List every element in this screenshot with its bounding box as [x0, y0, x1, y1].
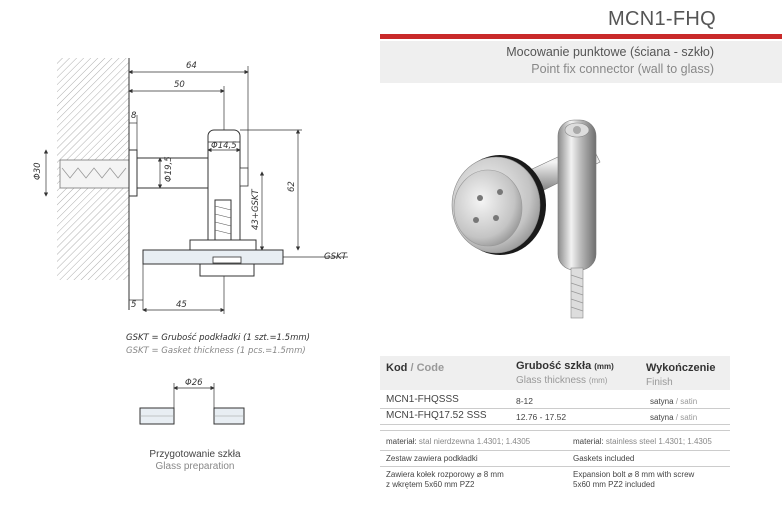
col-header-finish-en: Finish	[646, 377, 673, 388]
product-image	[440, 100, 640, 330]
bolt-english	[573, 470, 694, 490]
dim-50: 50	[174, 80, 185, 90]
row1-code: MCN1-FHQSSS	[386, 394, 459, 405]
outer-disc	[200, 264, 254, 276]
dim-phi14-5: Φ14,5	[211, 141, 237, 151]
clamp-disc	[190, 240, 256, 250]
thickness-label-en: Glass thickness	[516, 375, 587, 386]
row2-finish	[650, 413, 697, 422]
material-polish	[386, 437, 530, 447]
bolt-en-line2: 5x60 mm PZ2 included	[573, 480, 655, 489]
row1-finish-pl: satyna	[650, 397, 674, 406]
bolt-pl-line1: Zawiera kołek rozporowy ⌀ 8 mm	[386, 470, 504, 479]
dim-8: 8	[131, 111, 137, 121]
dim-62: 62	[287, 181, 297, 192]
row2-finish-sep: /	[673, 413, 681, 422]
thickness-unit-pl: (mm)	[594, 362, 614, 371]
dim-gskt: GSKT	[324, 252, 347, 262]
thickness-label-pl: Grubość szkła	[516, 360, 592, 372]
dim-64: 64	[186, 61, 197, 71]
gasket-note-polish: GSKT = Grubość podkładki (1 szt.=1.5mm)	[126, 333, 310, 343]
material-en-label: material:	[573, 437, 604, 446]
divider	[380, 466, 730, 467]
glass-preparation-drawing	[130, 375, 250, 435]
col-header-thickness-en	[516, 375, 607, 386]
row1-finish-en: satin	[680, 397, 698, 406]
col-header-thickness	[516, 360, 614, 372]
dim-phi30: Φ30	[33, 162, 43, 180]
subtitle-english: Point fix connector (wall to glass)	[531, 62, 714, 76]
gaskets-polish: Zestaw zawiera podkładki	[386, 454, 478, 463]
material-pl-label: materiał:	[386, 437, 417, 446]
bolt-polish	[386, 470, 504, 490]
dim-phi19-5: Φ19,5	[164, 156, 174, 182]
product-title: MCN1-FHQ	[608, 8, 716, 30]
code-label-en: Code	[416, 362, 445, 374]
row1-thickness: 8-12	[516, 396, 534, 406]
technical-drawing	[0, 0, 370, 330]
row2-code: MCN1-FHQ17.52 SSS	[386, 410, 487, 421]
thickness-unit-en: (mm)	[588, 376, 608, 385]
gaskets-english: Gaskets included	[573, 454, 635, 463]
wall-flange	[129, 150, 137, 196]
row-divider	[380, 408, 730, 409]
row1-finish-sep: /	[673, 397, 681, 406]
material-english	[573, 437, 712, 447]
divider	[380, 450, 730, 451]
code-separator: /	[407, 362, 417, 374]
divider	[380, 430, 730, 431]
wall-plug	[60, 160, 130, 188]
col-header-finish: Wykończenie	[646, 362, 716, 374]
glass-prep-polish: Przygotowanie szkła	[149, 449, 241, 460]
dim-43-gskt: 43+GSKT	[251, 189, 261, 230]
row2-finish-en: satin	[680, 413, 698, 422]
accent-bar	[380, 34, 782, 39]
hole-diameter: Φ26	[185, 378, 203, 388]
dim-45: 45	[176, 300, 187, 310]
row2-finish-pl: satyna	[650, 413, 674, 422]
row1-finish	[650, 397, 697, 406]
glass-prep-english: Glass preparation	[155, 461, 235, 472]
row2-thickness: 12.76 - 17.52	[516, 412, 567, 422]
dim-5: 5	[131, 300, 137, 310]
material-pl-value: stal nierdzewna 1.4301; 1.4305	[418, 437, 531, 446]
gasket-note-english: GSKT = Gasket thickness (1 pcs.=1.5mm)	[126, 346, 306, 356]
bolt-en-line1: Expansion bolt ⌀ 8 mm with screw	[573, 470, 695, 479]
bolt-pl-line2: z wkrętem 5x60 mm PZ2	[386, 480, 475, 489]
horizontal-arm	[137, 158, 213, 188]
material-en-value: stainless steel 1.4301; 1.4305	[605, 437, 712, 446]
subtitle-polish: Mocowanie punktowe (ściana - szkło)	[506, 45, 714, 59]
col-header-code	[386, 362, 444, 374]
row-divider	[380, 424, 730, 425]
code-label-pl: Kod	[386, 362, 408, 374]
